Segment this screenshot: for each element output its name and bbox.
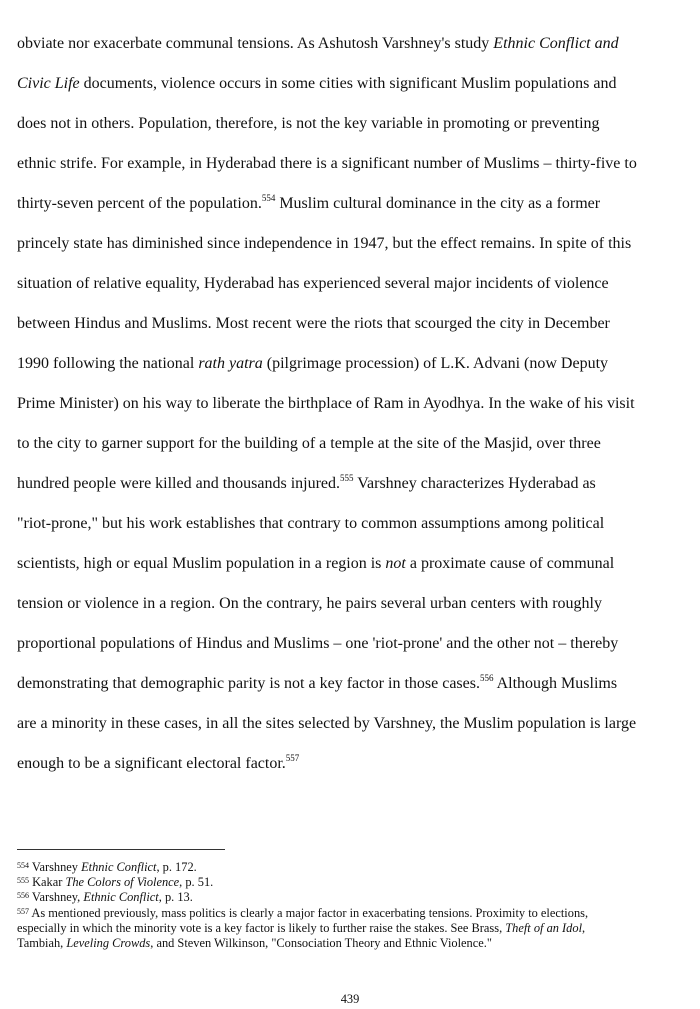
text-run: especially in which the minority vote is a key factor is likely to further raise the stakes. See Brass, xyxy=(17,920,506,935)
footnote-line xyxy=(17,936,693,951)
footnote-marker: 557 xyxy=(285,752,300,763)
body-line xyxy=(17,504,693,544)
text-run: hundred people were killed and thousands injured. xyxy=(17,475,341,492)
text-run: a proximate cause of communal xyxy=(405,555,615,572)
footnotes xyxy=(17,860,693,951)
text-run: Varshney xyxy=(29,860,82,874)
italic-text: Ethnic Conflict and xyxy=(493,35,619,52)
footnote-line xyxy=(17,921,693,936)
text-run: Muslim cultural dominance in the city as a former xyxy=(275,195,601,212)
italic-text: Leveling Crowds xyxy=(66,936,151,951)
text-run: Kakar xyxy=(29,875,66,890)
footnote-line xyxy=(17,890,693,905)
text-run: Prime Minister) on his way to liberate the birthplace of Ram in Ayodhya. In the wake of his visit xyxy=(17,395,635,412)
text-run: are a minority in these cases, in all the sites selected by Varshney, the Muslim population is large xyxy=(17,715,637,732)
footnote-marker: 556 xyxy=(17,891,29,901)
body-line xyxy=(17,464,693,504)
italic-text: Civic Life xyxy=(17,75,80,92)
text-run: between Hindus and Muslims. Most recent were the riots that scourged the city in December xyxy=(17,315,610,332)
text-run: proportional populations of Hindus and Muslims – one 'riot-prone' and the other not – thereby xyxy=(17,635,619,652)
body-line xyxy=(17,144,693,184)
text-run: ethnic strife. For example, in Hyderabad there is a significant number of Muslims – thirty-five to xyxy=(17,155,637,172)
body-line xyxy=(17,64,693,104)
text-run: documents, violence occurs in some cities with significant Muslim populations and xyxy=(79,75,617,92)
body-line xyxy=(17,584,693,624)
body-line xyxy=(17,424,693,464)
italic-text: Theft of an Idol xyxy=(505,920,583,935)
body-line xyxy=(17,624,693,664)
text-run: , p. 172. xyxy=(156,860,197,874)
body-line xyxy=(17,304,693,344)
text-run: "riot-prone," but his work establishes that contrary to common assumptions among political xyxy=(17,515,605,532)
body-line xyxy=(17,184,693,224)
text-run: (pilgrimage procession) of L.K. Advani (now Deputy xyxy=(262,355,609,372)
body-line xyxy=(17,104,693,144)
footnote-marker: 555 xyxy=(17,876,29,886)
italic-text: Ethnic Conflict xyxy=(83,890,159,905)
footnote-marker: 555 xyxy=(340,472,354,483)
body-line xyxy=(17,544,693,584)
text-run: , and Steven Wilkinson, "Consociation Theory and Ethnic Violence." xyxy=(150,936,492,951)
body-line xyxy=(17,24,693,64)
text-run: Varshney, xyxy=(29,890,84,905)
body-text xyxy=(17,24,693,784)
text-run: demonstrating that demographic parity is not a key factor in those cases. xyxy=(17,675,480,692)
text-run: Varshney characterizes Hyderabad as xyxy=(353,475,596,492)
body-line xyxy=(17,264,693,304)
text-run: , p. 13. xyxy=(158,890,193,905)
footnote-line xyxy=(17,906,693,921)
text-run: , p. 51. xyxy=(179,875,214,890)
footnote-marker: 557 xyxy=(17,906,29,916)
text-run: obviate nor exacerbate communal tensions. As Ashutosh Varshney's study xyxy=(17,35,494,52)
text-run: Tambiah, xyxy=(17,936,67,951)
text-run: As mentioned previously, mass politics is clearly a major factor in exacerbating tensions. Proximity to elections, xyxy=(29,905,589,920)
body-line xyxy=(17,664,693,704)
text-run: scientists, high or equal Muslim population in a region is xyxy=(17,555,386,572)
italic-text: rath yatra xyxy=(198,355,263,372)
text-run: princely state has diminished since independence in 1947, but the effect remains. In spite of this xyxy=(17,235,632,252)
footnote-marker: 554 xyxy=(261,192,276,203)
footnote-marker: 554 xyxy=(17,861,29,870)
footnote-line xyxy=(17,860,693,875)
text-run: 1990 following the national xyxy=(17,355,199,372)
body-line xyxy=(17,384,693,424)
italic-text: The Colors of Violence xyxy=(65,875,180,890)
text-run: tension or violence in a region. On the contrary, he pairs several urban centers with roughly xyxy=(17,595,602,612)
body-line xyxy=(17,344,693,384)
body-line xyxy=(17,744,693,784)
footnote-marker: 556 xyxy=(479,672,494,683)
text-run: does not in others. Population, therefore, is not the key variable in promoting or preventing xyxy=(17,115,600,132)
page-number: 439 xyxy=(340,992,360,1006)
footnote-separator xyxy=(17,849,225,850)
body-line xyxy=(17,704,693,744)
body-line xyxy=(17,224,693,264)
text-run: situation of relative equality, Hyderabad has experienced several major incidents of violence xyxy=(17,275,609,292)
italic-text: Ethnic Conflict xyxy=(81,860,157,874)
text-run: Although Muslims xyxy=(493,675,618,692)
italic-text: not xyxy=(385,555,406,572)
text-run: thirty-seven percent of the population. xyxy=(17,195,262,212)
text-run: enough to be a significant electoral factor. xyxy=(17,755,286,772)
footnote-line xyxy=(17,875,693,890)
text-run: to the city to garner support for the building of a temple at the site of the Masjid, over three xyxy=(17,435,601,452)
text-run: , xyxy=(582,920,586,935)
